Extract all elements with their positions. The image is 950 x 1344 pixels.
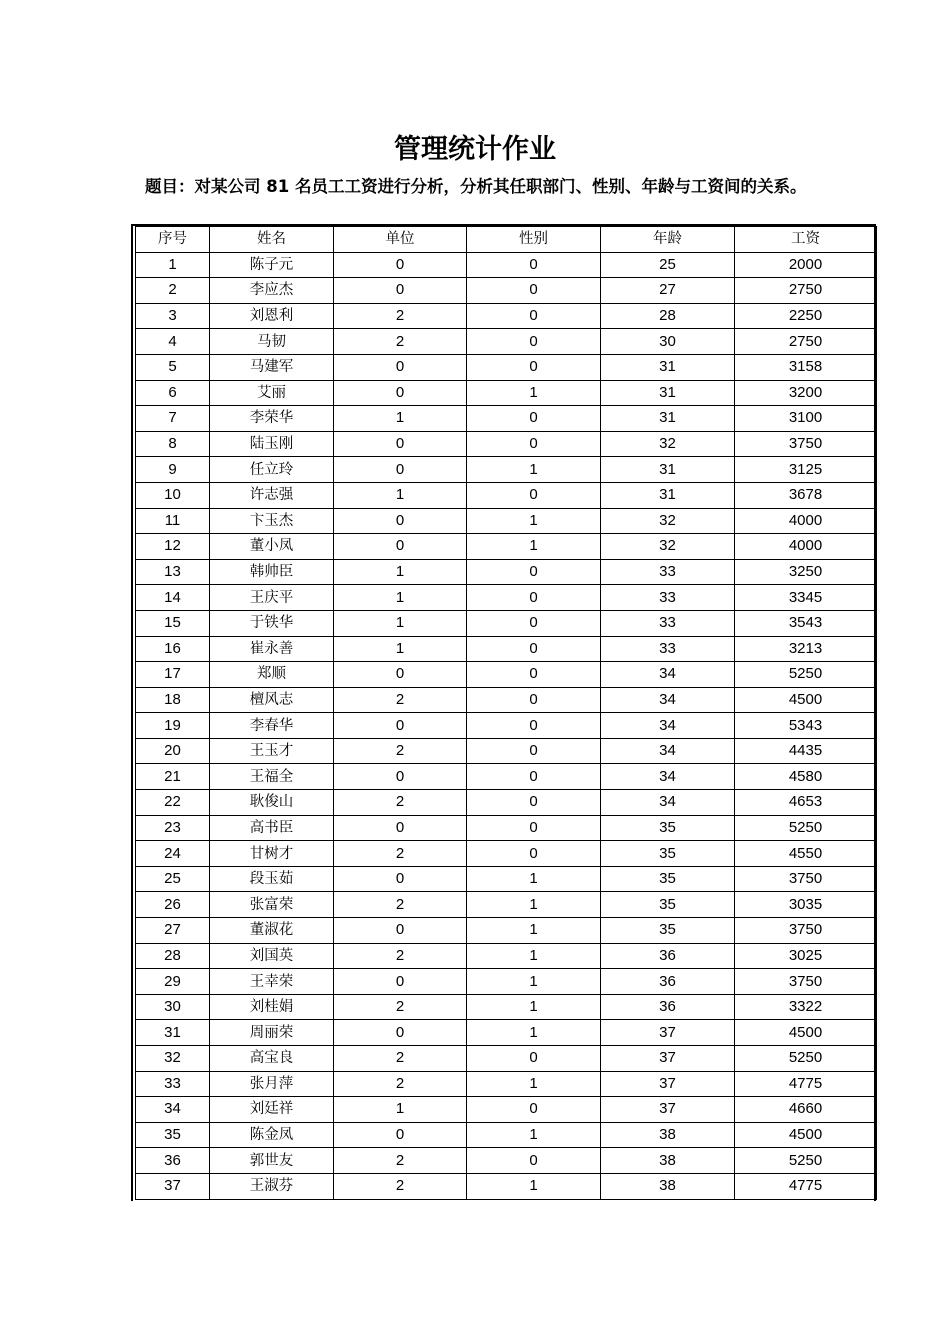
age-cell: 34: [601, 687, 735, 713]
age-cell: 37: [601, 1020, 735, 1046]
gender-cell: 1: [467, 1173, 601, 1199]
index-cell: 15: [136, 610, 210, 636]
age-cell: 34: [601, 764, 735, 790]
gender-cell: 1: [467, 380, 601, 406]
unit-cell: 2: [334, 892, 467, 918]
name-cell: 陈金凤: [210, 1122, 334, 1148]
header-row: [136, 227, 877, 253]
index-cell: 20: [136, 738, 210, 764]
table-row: [136, 892, 877, 918]
unit-cell: 2: [334, 994, 467, 1020]
unit-cell: 0: [334, 1122, 467, 1148]
age-cell: 36: [601, 943, 735, 969]
unit-cell: 0: [334, 534, 467, 560]
name-cell: 陆玉刚: [210, 431, 334, 457]
index-cell: 27: [136, 918, 210, 944]
table-row: [136, 1122, 877, 1148]
unit-cell: 1: [334, 406, 467, 432]
salary-cell: 3322: [735, 994, 877, 1020]
name-cell: 许志强: [210, 482, 334, 508]
salary-cell: 3250: [735, 559, 877, 585]
age-cell: 31: [601, 457, 735, 483]
index-cell: 36: [136, 1148, 210, 1174]
index-cell: 22: [136, 790, 210, 816]
salary-cell: 4000: [735, 508, 877, 534]
gender-cell: 0: [467, 815, 601, 841]
column-header-index: 序号: [136, 227, 210, 253]
table-row: [136, 918, 877, 944]
table-row: [136, 1148, 877, 1174]
unit-cell: 2: [334, 329, 467, 355]
gender-cell: 0: [467, 662, 601, 688]
salary-cell: 4775: [735, 1071, 877, 1097]
salary-cell: 2750: [735, 278, 877, 304]
name-cell: 檀风志: [210, 687, 334, 713]
age-cell: 32: [601, 534, 735, 560]
employee-salary-table: [135, 226, 877, 1200]
gender-cell: 1: [467, 994, 601, 1020]
age-cell: 36: [601, 994, 735, 1020]
index-cell: 26: [136, 892, 210, 918]
name-cell: 高宝良: [210, 1046, 334, 1072]
salary-cell: 3750: [735, 866, 877, 892]
unit-cell: 1: [334, 585, 467, 611]
name-cell: 高书臣: [210, 815, 334, 841]
gender-cell: 0: [467, 1046, 601, 1072]
table-row: [136, 1071, 877, 1097]
table-row: [136, 457, 877, 483]
name-cell: 李春华: [210, 713, 334, 739]
index-cell: 3: [136, 303, 210, 329]
table-row: [136, 866, 877, 892]
unit-cell: 0: [334, 1020, 467, 1046]
unit-cell: 0: [334, 508, 467, 534]
unit-cell: 2: [334, 1148, 467, 1174]
salary-cell: 3200: [735, 380, 877, 406]
gender-cell: 1: [467, 1071, 601, 1097]
gender-cell: 0: [467, 482, 601, 508]
table-row: [136, 713, 877, 739]
name-cell: 王福全: [210, 764, 334, 790]
salary-cell: 5343: [735, 713, 877, 739]
gender-cell: 0: [467, 1097, 601, 1123]
age-cell: 34: [601, 662, 735, 688]
gender-cell: 1: [467, 866, 601, 892]
age-cell: 34: [601, 738, 735, 764]
index-cell: 34: [136, 1097, 210, 1123]
gender-cell: 1: [467, 1122, 601, 1148]
name-cell: 张富荣: [210, 892, 334, 918]
gender-cell: 0: [467, 738, 601, 764]
index-cell: 10: [136, 482, 210, 508]
gender-cell: 1: [467, 943, 601, 969]
age-cell: 34: [601, 713, 735, 739]
index-cell: 24: [136, 841, 210, 867]
gender-cell: 0: [467, 636, 601, 662]
name-cell: 周丽荣: [210, 1020, 334, 1046]
age-cell: 38: [601, 1122, 735, 1148]
unit-cell: 0: [334, 662, 467, 688]
index-cell: 7: [136, 406, 210, 432]
salary-cell: 5250: [735, 1046, 877, 1072]
age-cell: 35: [601, 918, 735, 944]
table-row: [136, 431, 877, 457]
name-cell: 刘恩利: [210, 303, 334, 329]
name-cell: 卞玉杰: [210, 508, 334, 534]
table-row: [136, 943, 877, 969]
age-cell: 30: [601, 329, 735, 355]
unit-cell: 1: [334, 559, 467, 585]
salary-cell: 3025: [735, 943, 877, 969]
age-cell: 25: [601, 252, 735, 278]
gender-cell: 0: [467, 278, 601, 304]
unit-cell: 0: [334, 866, 467, 892]
unit-cell: 0: [334, 354, 467, 380]
gender-cell: 1: [467, 918, 601, 944]
table-row: [136, 841, 877, 867]
index-cell: 1: [136, 252, 210, 278]
index-cell: 33: [136, 1071, 210, 1097]
salary-cell: 3035: [735, 892, 877, 918]
age-cell: 31: [601, 380, 735, 406]
age-cell: 31: [601, 406, 735, 432]
table-row: [136, 790, 877, 816]
column-header-gender: 性别: [467, 227, 601, 253]
name-cell: 刘桂娟: [210, 994, 334, 1020]
unit-cell: 2: [334, 1173, 467, 1199]
salary-cell: 3100: [735, 406, 877, 432]
gender-cell: 0: [467, 713, 601, 739]
table-row: [136, 585, 877, 611]
gender-cell: 0: [467, 406, 601, 432]
age-cell: 38: [601, 1173, 735, 1199]
name-cell: 耿俊山: [210, 790, 334, 816]
index-cell: 2: [136, 278, 210, 304]
index-cell: 11: [136, 508, 210, 534]
index-cell: 21: [136, 764, 210, 790]
table-row: [136, 764, 877, 790]
age-cell: 37: [601, 1046, 735, 1072]
unit-cell: 2: [334, 790, 467, 816]
table-row: [136, 482, 877, 508]
name-cell: 于铁华: [210, 610, 334, 636]
table-row: [136, 303, 877, 329]
table-row: [136, 994, 877, 1020]
name-cell: 王幸荣: [210, 969, 334, 995]
index-cell: 31: [136, 1020, 210, 1046]
age-cell: 31: [601, 482, 735, 508]
unit-cell: 0: [334, 969, 467, 995]
table-row: [136, 1097, 877, 1123]
unit-cell: 0: [334, 380, 467, 406]
index-cell: 13: [136, 559, 210, 585]
age-cell: 33: [601, 559, 735, 585]
gender-cell: 0: [467, 764, 601, 790]
salary-cell: 4775: [735, 1173, 877, 1199]
age-cell: 32: [601, 508, 735, 534]
index-cell: 12: [136, 534, 210, 560]
unit-cell: 1: [334, 482, 467, 508]
age-cell: 27: [601, 278, 735, 304]
age-cell: 36: [601, 969, 735, 995]
salary-cell: 4653: [735, 790, 877, 816]
page-title: 管理统计作业: [394, 134, 556, 165]
age-cell: 32: [601, 431, 735, 457]
salary-cell: 4000: [735, 534, 877, 560]
salary-cell: 5250: [735, 662, 877, 688]
salary-cell: 2250: [735, 303, 877, 329]
index-cell: 23: [136, 815, 210, 841]
table-row: [136, 559, 877, 585]
gender-cell: 1: [467, 1020, 601, 1046]
age-cell: 33: [601, 610, 735, 636]
name-cell: 李荣华: [210, 406, 334, 432]
unit-cell: 0: [334, 457, 467, 483]
gender-cell: 1: [467, 969, 601, 995]
name-cell: 马建军: [210, 354, 334, 380]
name-cell: 崔永善: [210, 636, 334, 662]
salary-cell: 3125: [735, 457, 877, 483]
salary-cell: 3750: [735, 969, 877, 995]
name-cell: 刘国英: [210, 943, 334, 969]
table-row: [136, 1173, 877, 1199]
unit-cell: 1: [334, 636, 467, 662]
salary-cell: 3345: [735, 585, 877, 611]
name-cell: 郭世友: [210, 1148, 334, 1174]
table-row: [136, 329, 877, 355]
index-cell: 25: [136, 866, 210, 892]
age-cell: 31: [601, 354, 735, 380]
index-cell: 30: [136, 994, 210, 1020]
gender-cell: 0: [467, 431, 601, 457]
index-cell: 8: [136, 431, 210, 457]
index-cell: 5: [136, 354, 210, 380]
unit-cell: 0: [334, 764, 467, 790]
unit-cell: 2: [334, 1071, 467, 1097]
table-body: [136, 252, 877, 1199]
salary-cell: 5250: [735, 815, 877, 841]
unit-cell: 0: [334, 713, 467, 739]
index-cell: 9: [136, 457, 210, 483]
task-description: 题目：对某公司 81 名员工工资进行分析，分析其任职部门、性别、年龄与工资间的关系。: [145, 177, 807, 196]
name-cell: 郑顺: [210, 662, 334, 688]
index-cell: 32: [136, 1046, 210, 1072]
gender-cell: 0: [467, 329, 601, 355]
unit-cell: 2: [334, 303, 467, 329]
index-cell: 29: [136, 969, 210, 995]
age-cell: 33: [601, 585, 735, 611]
unit-cell: 2: [334, 738, 467, 764]
name-cell: 刘廷祥: [210, 1097, 334, 1123]
salary-cell: 4660: [735, 1097, 877, 1123]
salary-cell: 3750: [735, 431, 877, 457]
name-cell: 甘树才: [210, 841, 334, 867]
age-cell: 37: [601, 1097, 735, 1123]
gender-cell: 0: [467, 559, 601, 585]
age-cell: 37: [601, 1071, 735, 1097]
salary-cell: 3213: [735, 636, 877, 662]
gender-cell: 0: [467, 252, 601, 278]
name-cell: 任立玲: [210, 457, 334, 483]
unit-cell: 0: [334, 278, 467, 304]
table-row: [136, 406, 877, 432]
column-header-unit: 单位: [334, 227, 467, 253]
unit-cell: 1: [334, 1097, 467, 1123]
table-row: [136, 815, 877, 841]
salary-cell: 3750: [735, 918, 877, 944]
unit-cell: 2: [334, 687, 467, 713]
salary-cell: 3543: [735, 610, 877, 636]
name-cell: 陈子元: [210, 252, 334, 278]
name-cell: 王庆平: [210, 585, 334, 611]
gender-cell: 0: [467, 610, 601, 636]
table-row: [136, 738, 877, 764]
index-cell: 14: [136, 585, 210, 611]
table-header: [136, 227, 877, 253]
table-row: [136, 636, 877, 662]
name-cell: 马韧: [210, 329, 334, 355]
salary-cell: 2750: [735, 329, 877, 355]
unit-cell: 2: [334, 841, 467, 867]
name-cell: 韩帅臣: [210, 559, 334, 585]
gender-cell: 0: [467, 354, 601, 380]
column-header-age: 年龄: [601, 227, 735, 253]
gender-cell: 0: [467, 1148, 601, 1174]
salary-cell: 4500: [735, 1122, 877, 1148]
gender-cell: 1: [467, 892, 601, 918]
index-cell: 16: [136, 636, 210, 662]
gender-cell: 0: [467, 841, 601, 867]
salary-cell: 2000: [735, 252, 877, 278]
unit-cell: 0: [334, 815, 467, 841]
name-cell: 段玉茹: [210, 866, 334, 892]
age-cell: 34: [601, 790, 735, 816]
index-cell: 35: [136, 1122, 210, 1148]
unit-cell: 2: [334, 943, 467, 969]
name-cell: 艾丽: [210, 380, 334, 406]
index-cell: 18: [136, 687, 210, 713]
age-cell: 35: [601, 815, 735, 841]
salary-cell: 4500: [735, 1020, 877, 1046]
age-cell: 28: [601, 303, 735, 329]
table-row: [136, 278, 877, 304]
age-cell: 38: [601, 1148, 735, 1174]
unit-cell: 2: [334, 1046, 467, 1072]
gender-cell: 0: [467, 585, 601, 611]
unit-cell: 1: [334, 610, 467, 636]
name-cell: 王玉才: [210, 738, 334, 764]
index-cell: 28: [136, 943, 210, 969]
column-header-salary: 工资: [735, 227, 877, 253]
name-cell: 董淑花: [210, 918, 334, 944]
table-row: [136, 662, 877, 688]
gender-cell: 1: [467, 534, 601, 560]
gender-cell: 0: [467, 790, 601, 816]
name-cell: 董小凤: [210, 534, 334, 560]
table-row: [136, 508, 877, 534]
age-cell: 35: [601, 841, 735, 867]
salary-cell: 4500: [735, 687, 877, 713]
gender-cell: 1: [467, 457, 601, 483]
index-cell: 37: [136, 1173, 210, 1199]
gender-cell: 0: [467, 687, 601, 713]
table-row: [136, 380, 877, 406]
table-row: [136, 969, 877, 995]
age-cell: 35: [601, 866, 735, 892]
gender-cell: 1: [467, 508, 601, 534]
unit-cell: 0: [334, 918, 467, 944]
table-row: [136, 354, 877, 380]
name-cell: 王淑芬: [210, 1173, 334, 1199]
index-cell: 19: [136, 713, 210, 739]
gender-cell: 0: [467, 303, 601, 329]
age-cell: 35: [601, 892, 735, 918]
unit-cell: 0: [334, 431, 467, 457]
salary-cell: 4580: [735, 764, 877, 790]
name-cell: 张月萍: [210, 1071, 334, 1097]
index-cell: 6: [136, 380, 210, 406]
table-row: [136, 687, 877, 713]
column-header-name: 姓名: [210, 227, 334, 253]
table-row: [136, 534, 877, 560]
age-cell: 33: [601, 636, 735, 662]
table-row: [136, 1046, 877, 1072]
salary-cell: 4435: [735, 738, 877, 764]
table-row: [136, 1020, 877, 1046]
table-row: [136, 610, 877, 636]
name-cell: 李应杰: [210, 278, 334, 304]
salary-cell: 5250: [735, 1148, 877, 1174]
index-cell: 4: [136, 329, 210, 355]
salary-cell: 3158: [735, 354, 877, 380]
salary-cell: 3678: [735, 482, 877, 508]
salary-cell: 4550: [735, 841, 877, 867]
index-cell: 17: [136, 662, 210, 688]
table-row: [136, 252, 877, 278]
unit-cell: 0: [334, 252, 467, 278]
